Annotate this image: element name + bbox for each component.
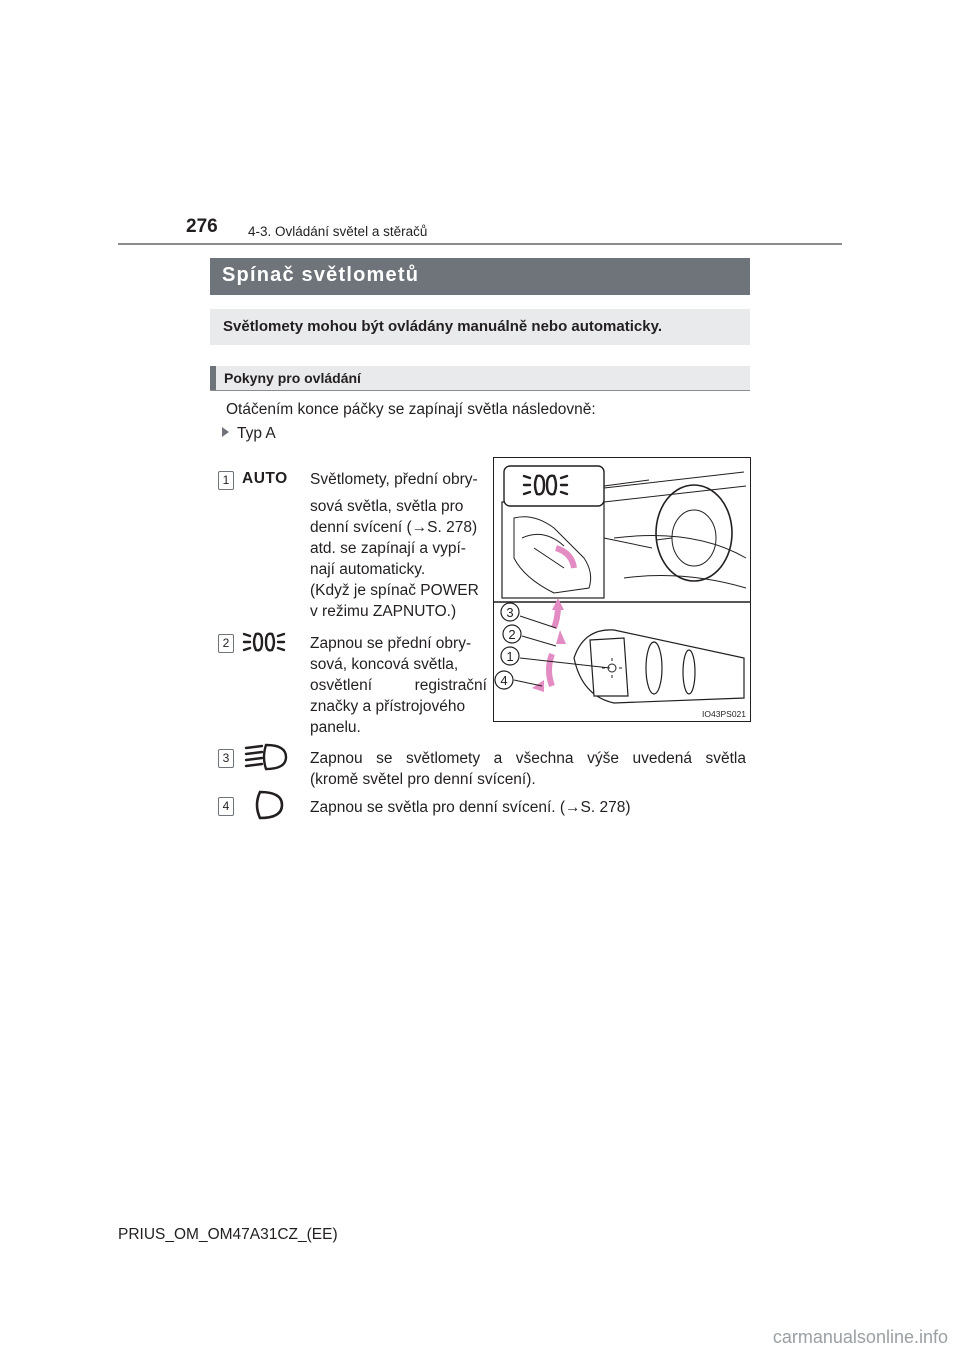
item-number-4: 4 <box>218 797 234 816</box>
header-divider <box>118 243 842 245</box>
callout-4: 4 <box>500 673 508 688</box>
item-1-line: Světlomety, přední obry- <box>310 471 478 488</box>
section-title: Pokyny pro ovládání <box>224 370 361 386</box>
item-1-line: nají automaticky. <box>310 561 426 578</box>
item-2-line: značky a přístrojového <box>310 698 466 715</box>
intro-box <box>210 309 750 345</box>
instruction-text: Otáčením konce páčky se zapínají světla následovně: <box>226 401 596 418</box>
triangle-bullet-icon <box>222 427 229 437</box>
section-header <box>210 366 750 391</box>
title-bar <box>210 258 750 295</box>
type-label-row <box>222 425 276 443</box>
callout-1: 1 <box>506 649 514 664</box>
item-number-3: 3 <box>218 749 234 768</box>
item-1-line: denní svícení (→S. 278) <box>310 519 478 536</box>
drl-icon <box>254 789 284 821</box>
item-2-description <box>310 633 487 738</box>
callout-3: 3 <box>506 605 514 620</box>
item-2-line: osvětlení registrační <box>310 677 487 694</box>
item-number-2: 2 <box>218 634 234 653</box>
callout-2: 2 <box>508 627 516 642</box>
item-3-line: Zapnou se světlomety a všechna výše uvedená světla <box>310 750 746 767</box>
item-2-line: Zapnou se přední obry- <box>310 635 472 652</box>
headlight-switch-figure <box>493 457 751 722</box>
intro-text: Světlomety mohou být ovládány manuálně nebo automaticky. <box>223 318 662 335</box>
page-title: Spínač světlometů <box>222 264 420 286</box>
item-1-line: atd. se zapínají a vypí- <box>310 540 466 557</box>
figure-illustration <box>494 458 750 721</box>
auto-symbol: AUTO <box>242 470 288 487</box>
footer-code: PRIUS_OM_OM47A31CZ_(EE) <box>118 1226 338 1243</box>
item-1-line: (Když je spínač POWER <box>310 582 479 599</box>
item-1-line: sová světla, světla pro <box>310 498 464 515</box>
item-number-1: 1 <box>218 471 234 490</box>
item-1-line: v režimu ZAPNUTO.) <box>310 603 457 620</box>
page-number: 276 <box>186 216 218 237</box>
section-accent <box>210 366 216 390</box>
item-1-description <box>310 469 487 622</box>
item-2-line: panelu. <box>310 719 361 736</box>
item-4-line: Zapnou se světla pro denní svícení. (→S. 278) <box>310 799 631 816</box>
chapter-heading: 4-3. Ovládání světel a stěračů <box>248 224 428 239</box>
item-2-line: sová, koncová světla, <box>310 656 459 673</box>
item-3-line: (kromě světel pro denní svícení). <box>310 771 536 788</box>
watermark: carmanualsonline.info <box>772 1327 948 1347</box>
figure-code: IO43PS021 <box>702 709 746 719</box>
type-label: Typ A <box>237 425 276 442</box>
item-4-description <box>310 797 746 818</box>
item-3-description <box>310 748 746 790</box>
tail-light-icon <box>242 628 286 656</box>
headlight-icon <box>244 742 288 772</box>
